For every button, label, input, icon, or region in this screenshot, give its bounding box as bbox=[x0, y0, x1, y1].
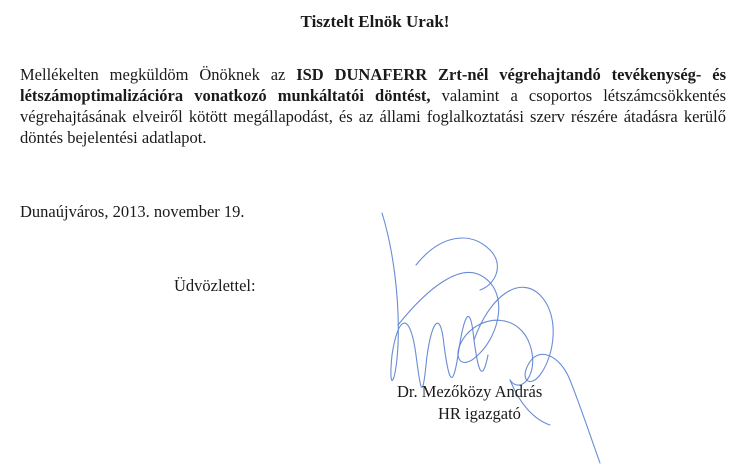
handwritten-signature bbox=[370, 205, 630, 465]
body-text-rest: valamint a csoportos létszámcsökkentés végrehajtásának elveiről kötött megállapodást, és az állami foglalkoztatási szerv részére átadásra kerülő döntés bejelentési adatlapot. bbox=[20, 86, 727, 147]
letter-body bbox=[20, 64, 726, 148]
date-line: Dunaújváros, 2013. november 19. bbox=[20, 202, 245, 221]
body-text-bold: ISD DUNAFERR Zrt-nél végrehajtandó tevékenység- és létszámoptimalizációra vonatkozó munkáltatói döntést, bbox=[20, 65, 726, 105]
greeting: Üdvözlettel: bbox=[174, 276, 256, 295]
signatory-name: Dr. Mezőközy András bbox=[397, 382, 543, 401]
salutation: Tisztelt Elnök Urak! bbox=[300, 12, 450, 31]
body-text-intro: Mellékelten megküldöm Önöknek az bbox=[20, 65, 297, 84]
signatory-title: HR igazgató bbox=[438, 404, 521, 423]
